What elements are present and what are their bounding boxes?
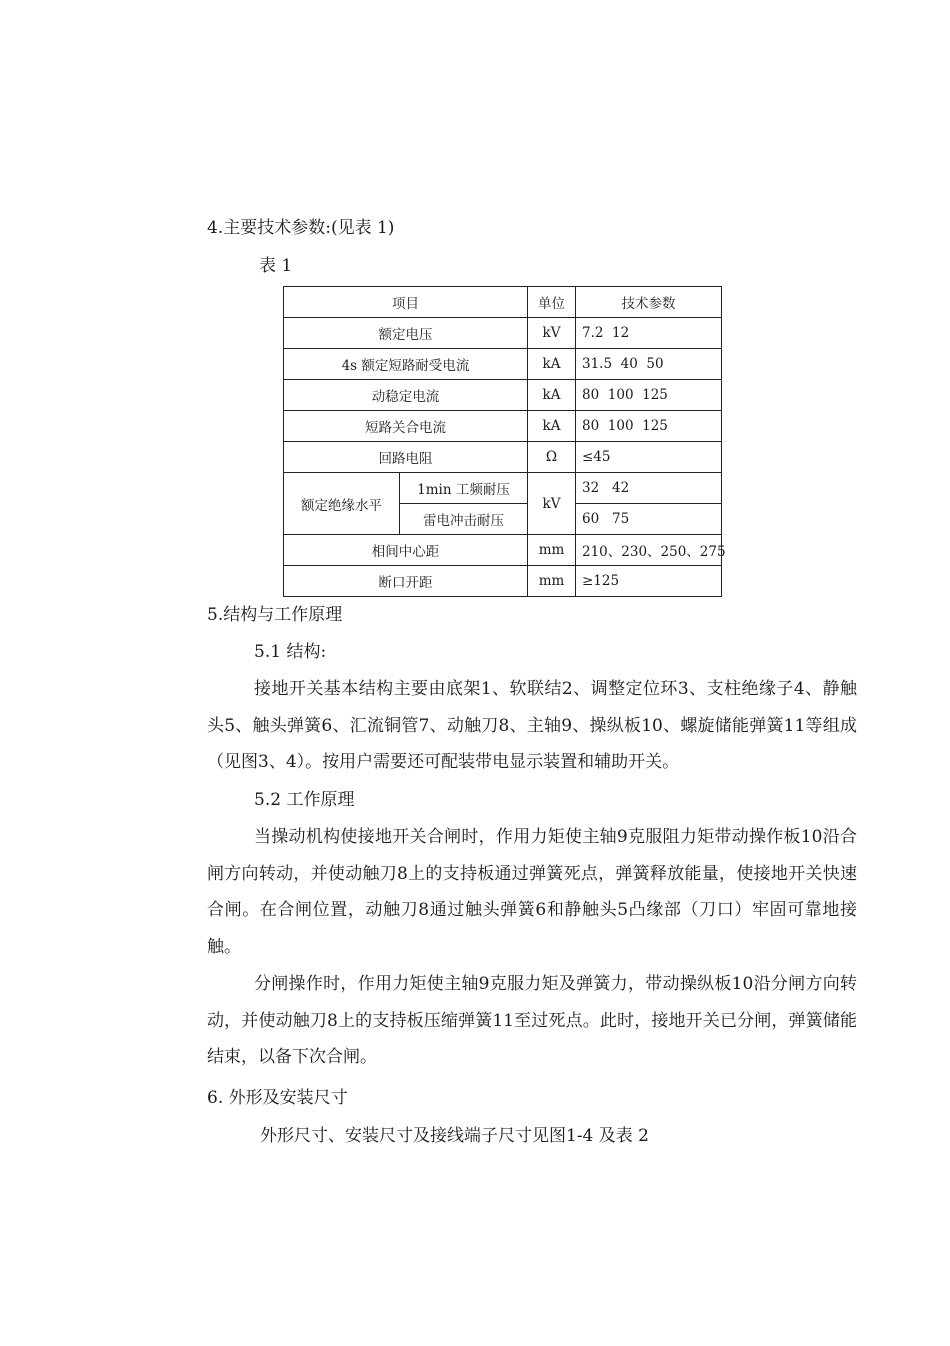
table-row xyxy=(284,442,722,473)
row-item: 额定电压 xyxy=(284,318,528,349)
section-4-heading: 4.主要技术参数:(见表 1) xyxy=(207,218,395,238)
insulation-unit: kV xyxy=(528,473,576,535)
header-unit: 单位 xyxy=(528,287,576,318)
row-value: 60 75 xyxy=(576,504,722,535)
section-5-heading: 5.结构与工作原理 xyxy=(207,605,343,625)
table-header-row xyxy=(284,287,722,318)
table-row xyxy=(284,566,722,597)
row-item: 短路关合电流 xyxy=(284,411,528,442)
section-6-heading: 6. 外形及安装尺寸 xyxy=(207,1088,348,1108)
table-row xyxy=(284,380,722,411)
row-item: 回路电阻 xyxy=(284,442,528,473)
section-5-2-paragraph-2: 分闸操作时，作用力矩使主轴9克服力矩及弹簧力，带动操纵板10沿分闸方向转动，并使动触刀8上的支持板压缩弹簧11至过死点。此时，接地开关已分闸，弹簧储能结束，以备下次合闸。 xyxy=(207,974,857,1067)
row-unit: mm xyxy=(528,535,576,566)
row-item: 断口开距 xyxy=(284,566,528,597)
insulation-group-label: 额定绝缘水平 xyxy=(284,473,400,535)
parameters-table xyxy=(283,286,726,597)
row-unit: kA xyxy=(528,349,576,380)
section-5-2-paragraph-1: 当操动机构使接地开关合闸时，作用力矩使主轴9克服阻力矩带动操作板10沿合闸方向转动，并使动触刀8上的支持板通过弹簧死点，弹簧释放能量，使接地开关快速合闸。在合闸位置，动触刀8通过触头弹簧6和静触头5凸缘部（刀口）牢固可靠地接触。 xyxy=(207,827,857,957)
row-subitem: 1min 工频耐压 xyxy=(400,473,528,504)
row-value: 31.5 40 50 xyxy=(576,349,722,380)
row-value: 32 42 xyxy=(576,473,722,504)
row-value: ≤45 xyxy=(576,442,722,473)
table-row xyxy=(284,535,722,566)
row-item: 相间中心距 xyxy=(284,535,528,566)
row-value: ≥125 xyxy=(576,566,722,597)
row-unit: kA xyxy=(528,411,576,442)
section-5-2-heading: 5.2 工作原理 xyxy=(254,790,355,810)
header-item: 项目 xyxy=(284,287,528,318)
section-6-text: 外形尺寸、安装尺寸及接线端子尺寸见图1-4 及表 2 xyxy=(260,1126,649,1146)
row-item: 4s 额定短路耐受电流 xyxy=(284,349,528,380)
row-unit: kA xyxy=(528,380,576,411)
section-5-1-paragraph: 接地开关基本结构主要由底架1、软联结2、调整定位环3、支柱绝缘子4、静触头5、触头弹簧6、汇流铜管7、动触刀8、主轴9、操纵板10、螺旋储能弹簧11等组成（见图3、4）。按用户需要还可配装带电显示装置和辅助开关。 xyxy=(207,679,857,772)
row-value: 80 100 125 xyxy=(576,380,722,411)
table-row xyxy=(284,473,722,504)
row-unit: Ω xyxy=(528,442,576,473)
row-value: 80 100 125 xyxy=(576,411,722,442)
row-subitem: 雷电冲击耐压 xyxy=(400,504,528,535)
table-row xyxy=(284,349,722,380)
table-caption: 表 1 xyxy=(259,256,293,276)
row-item: 动稳定电流 xyxy=(284,380,528,411)
row-unit: kV xyxy=(528,318,576,349)
row-unit: mm xyxy=(528,566,576,597)
header-value: 技术参数 xyxy=(576,287,722,318)
table-row xyxy=(284,411,722,442)
section-5-1-heading: 5.1 结构: xyxy=(254,642,327,662)
row-value: 210、230、250、275 xyxy=(576,535,722,566)
row-value: 7.2 12 xyxy=(576,318,722,349)
table-row xyxy=(284,318,722,349)
